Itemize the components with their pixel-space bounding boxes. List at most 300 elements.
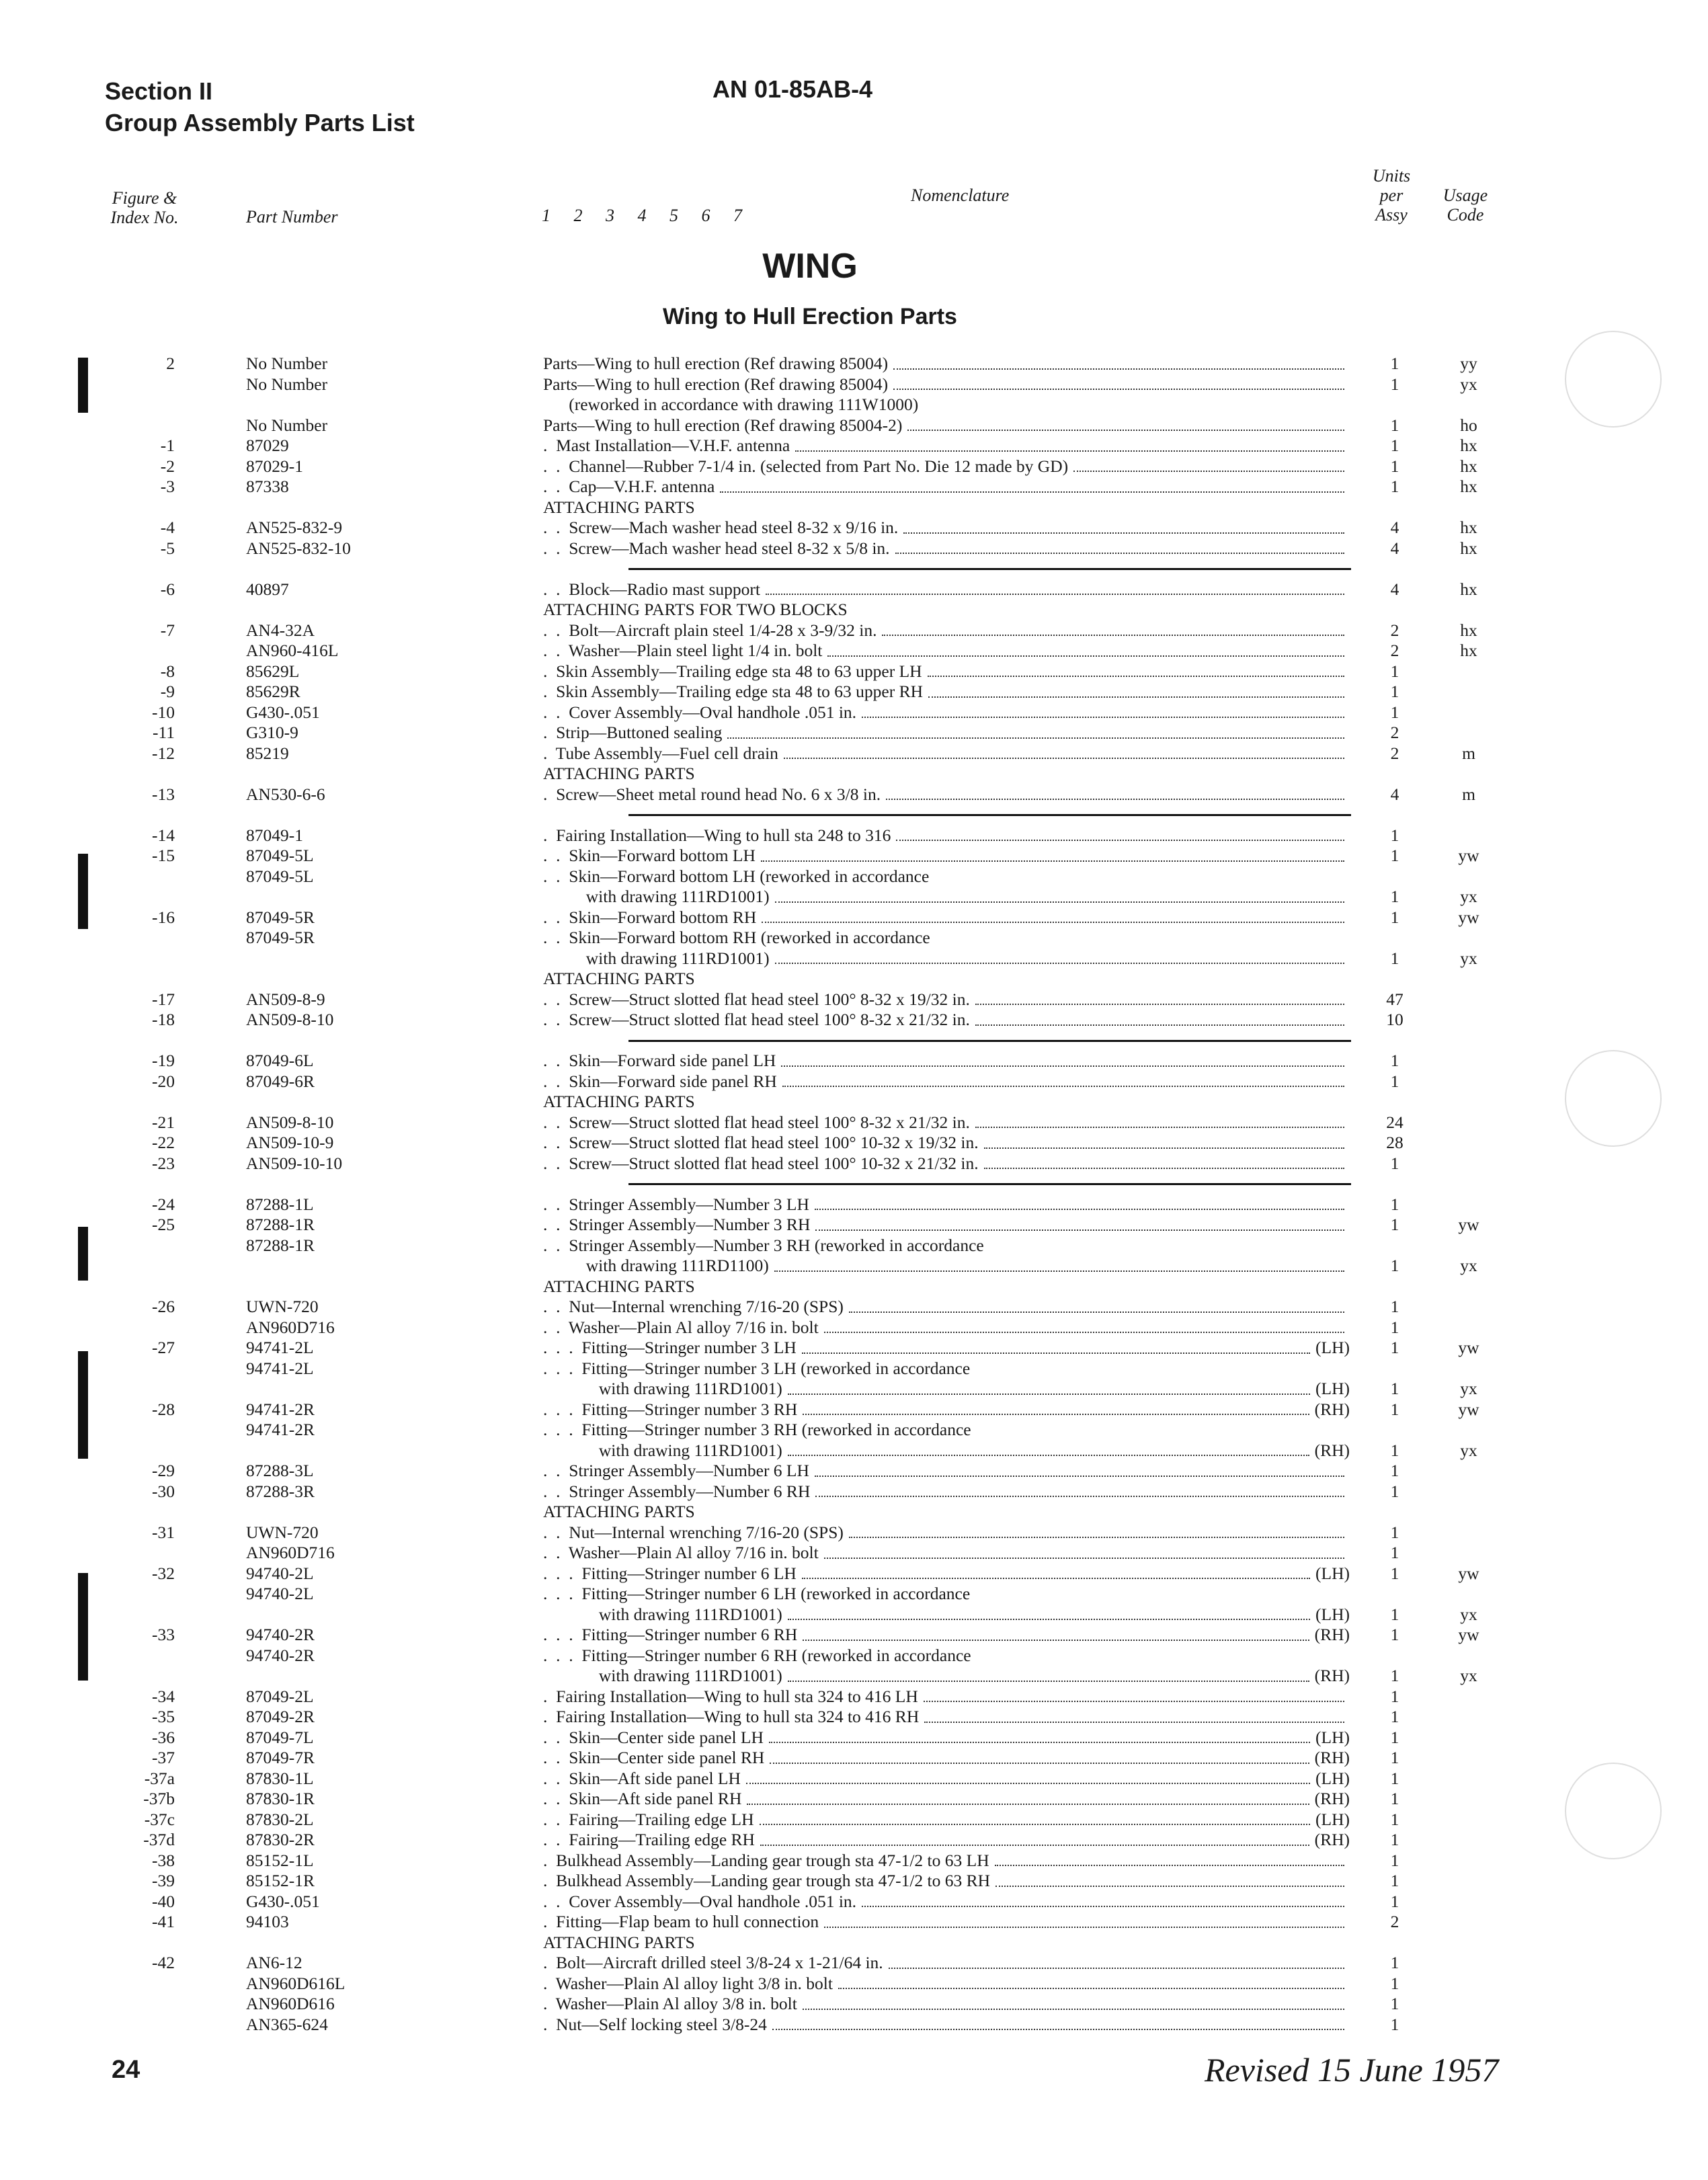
part-number-cell: 94741-2L [246,1358,314,1378]
units-per-assy-cell: 4 [1390,579,1399,599]
usage-code-cell: yy [1460,354,1477,373]
part-number-cell: 85152-1R [246,1871,315,1890]
part-number-cell: 87049-7R [246,1748,315,1767]
table-row [0,1379,1708,1399]
nomenclature-cell [543,1482,1350,1502]
part-number-cell: UWN-720 [246,1522,319,1542]
table-row [0,1564,1708,1584]
nomenclature-text: ATTACHING PARTS [543,1092,695,1111]
table-row [0,620,1708,641]
units-per-assy-cell: 1 [1390,1809,1399,1829]
dot-leader [803,2008,1344,2010]
dot-leader [907,429,1344,431]
section-separator [628,568,1351,570]
nomenclature-text: . . Nut—Internal wrenching 7/16-20 (SPS) [543,1297,844,1316]
table-row [0,1789,1708,1809]
dot-leader [827,655,1344,657]
nomenclature-text: with drawing 111RD1001) [543,1666,782,1685]
table-row [0,1584,1708,1604]
dot-leader [924,1721,1344,1723]
section-separator [628,1040,1351,1042]
part-number-cell: AN509-10-10 [246,1153,343,1173]
nomenclature-cell [543,682,1350,702]
units-per-assy-cell: 1 [1390,887,1399,906]
figure-index-cell: -36 [152,1727,175,1747]
dot-leader [838,1987,1344,1989]
nomenclature-cell [543,1441,1350,1461]
figure-index-cell: -24 [152,1194,175,1214]
nomenclature-text: . . Skin—Forward bottom RH (reworked in accordance [543,928,930,947]
dot-leader [788,1680,1309,1682]
part-number-cell: AN509-10-9 [246,1133,334,1152]
figure-index-cell: -11 [152,723,175,742]
nomenclature-text: . . . Fitting—Stringer number 3 RH [543,1399,798,1419]
units-per-assy-cell: 1 [1390,1522,1399,1542]
table-row [0,1605,1708,1625]
table-row [0,1666,1708,1686]
units-per-assy-cell: 1 [1390,1256,1399,1275]
nomenclature-cell [543,702,1350,723]
part-number-cell: 87049-6R [246,1071,315,1091]
page-number: 24 [112,2056,140,2084]
table-row [0,702,1708,723]
nomenclature-cell [543,928,1350,948]
dot-leader [769,1741,1310,1743]
nomenclature-text: (reworked in accordance with drawing 111W1000) [543,395,919,414]
table-row [0,907,1708,928]
part-number-cell: 87049-5R [246,907,315,927]
dot-leader [775,962,1344,964]
units-per-assy-cell: 1 [1390,1871,1399,1890]
nomenclature-text: . . Screw—Struct slotted flat head steel 100° 8-32 x 19/32 in. [543,989,970,1009]
dot-leader [849,1536,1344,1538]
usage-code-cell: ho [1460,415,1477,435]
table-row [0,1338,1708,1358]
dot-leader [774,1270,1344,1272]
table-row [0,1523,1708,1543]
table-row [0,1010,1708,1030]
usage-code-cell: yx [1460,1440,1477,1460]
nomenclature-cell [543,415,1350,436]
dot-leader [802,1352,1310,1354]
nomenclature-cell [543,764,1350,784]
units-per-assy-cell: 1 [1390,948,1399,968]
nomenclature-cell [543,1195,1350,1215]
table-row [0,990,1708,1010]
table-row [0,579,1708,600]
figure-index-cell: -4 [160,518,175,537]
dot-leader [781,1065,1344,1067]
table-row [0,1728,1708,1748]
table-row [0,1420,1708,1440]
side-code: (RH) [1314,1789,1350,1808]
column-header-figure-index: Figure & Index No. [110,188,179,227]
nomenclature-text: . . Stringer Assembly—Number 3 RH [543,1215,811,1234]
nomenclature-cell [543,1974,1350,1994]
figure-index-cell: -16 [152,907,175,927]
part-number-cell: AN509-8-10 [246,1010,334,1029]
nomenclature-cell [543,1810,1350,1830]
figure-index-cell: -15 [152,846,175,865]
table-row [0,1646,1708,1666]
nomenclature-cell [543,866,1350,887]
nomenclature-cell [543,887,1350,907]
nomenclature-cell [543,1892,1350,1912]
nomenclature-text: . . . Fitting—Stringer number 6 LH (reworked in accordance [543,1584,971,1603]
units-per-assy-cell: 1 [1390,702,1399,722]
nomenclature-text: ATTACHING PARTS [543,497,695,517]
nomenclature-text: . Fairing Installation—Wing to hull sta 324 to 416 RH [543,1707,920,1726]
dot-leader [862,716,1344,718]
part-number-cell: No Number [246,415,328,435]
units-per-assy-cell: 1 [1390,1153,1399,1173]
usage-code-cell: hx [1460,620,1477,640]
nomenclature-cell [543,1687,1350,1707]
column-header-units-per-assy: Units per Assy [1372,166,1411,225]
part-number-cell: 94740-2L [246,1563,314,1583]
figure-index-cell: -8 [160,661,175,681]
nomenclature-cell [543,1543,1350,1563]
dot-leader [975,1024,1344,1026]
nomenclature-cell [543,1010,1350,1030]
usage-code-cell: yx [1460,374,1477,394]
usage-code-cell: yw [1458,1338,1479,1357]
usage-code-cell: hx [1460,641,1477,660]
figure-index-cell: 2 [166,354,175,373]
units-per-assy-cell: 1 [1390,1297,1399,1316]
part-number-cell: 87049-5L [246,866,314,886]
nomenclature-cell [543,2015,1350,2035]
dot-leader [727,737,1344,739]
usage-code-cell: hx [1460,477,1477,496]
nomenclature-text: . . Screw—Mach washer head steel 8-32 x 5/8 in. [543,538,890,558]
nomenclature-text: Parts—Wing to hull erection (Ref drawing 85004) [543,354,889,373]
dot-leader [882,634,1344,636]
usage-code-cell: yx [1460,1256,1477,1275]
nomenclature-text: . . Skin—Forward side panel RH [543,1071,777,1091]
part-number-cell: AN525-832-9 [246,518,343,537]
part-number-cell: 40897 [246,579,289,599]
part-number-cell: 87049-5R [246,928,315,947]
units-per-assy-cell: 47 [1386,989,1404,1009]
nomenclature-text: . . Skin—Forward side panel LH [543,1051,776,1070]
nomenclature-text: . Mast Installation—V.H.F. antenna [543,436,790,455]
figure-index-cell: -17 [152,989,175,1009]
units-per-assy-cell: 1 [1390,1686,1399,1706]
revision-date: Revised 15 June 1957 [1205,2051,1499,2089]
table-row [0,456,1708,477]
nomenclature-cell [543,1523,1350,1543]
nomenclature-text: ATTACHING PARTS [543,764,695,783]
part-number-cell: 87830-1L [246,1768,314,1788]
nomenclature-cell [543,1912,1350,1932]
table-row [0,1871,1708,1891]
section-header [105,75,415,138]
units-per-assy-cell: 1 [1390,477,1399,496]
table-row [0,2015,1708,2035]
nomenclature-text: . . . Fitting—Stringer number 6 RH [543,1625,798,1644]
dot-leader [995,1885,1344,1887]
nomenclature-cell [543,1564,1350,1584]
figure-index-cell: -28 [152,1399,175,1419]
part-number-cell: 87049-6L [246,1051,314,1070]
side-code: (RH) [1314,1625,1350,1644]
figure-index-cell: -1 [160,436,175,455]
part-number-cell: 87049-5L [246,846,314,865]
table-row [0,887,1708,907]
dot-leader [802,1577,1310,1579]
table-row [0,600,1708,620]
table-row [0,969,1708,989]
figure-index-cell: -23 [152,1153,175,1173]
units-per-assy-cell: 4 [1390,518,1399,537]
nomenclature-text: . . Skin—Forward bottom LH (reworked in accordance [543,866,930,886]
nomenclature-cell [543,1092,1350,1112]
table-row [0,415,1708,436]
section-subtitle: Group Assembly Parts List [105,109,415,136]
dot-leader [803,1413,1309,1415]
table-row [0,743,1708,764]
nomenclature-text: . Bulkhead Assembly—Landing gear trough sta 47-1/2 to 63 LH [543,1850,989,1870]
nomenclature-cell [543,1748,1350,1768]
nomenclature-text: . Nut—Self locking steel 3/8-24 [543,2014,767,2034]
nomenclature-text: ATTACHING PARTS [543,1932,695,1952]
units-per-assy-cell: 1 [1390,1461,1399,1480]
units-per-assy-cell: 4 [1390,784,1399,804]
nomenclature-cell [543,1707,1350,1727]
dot-leader [815,1208,1344,1210]
table-row [0,538,1708,559]
units-per-assy-cell: 1 [1390,846,1399,865]
section-label: Section II [105,77,213,105]
figure-index-cell: -9 [160,682,175,701]
nomenclature-text: . . . Fitting—Stringer number 3 RH (reworked in accordance [543,1420,971,1439]
figure-index-cell: -22 [152,1133,175,1152]
dot-leader [893,368,1344,370]
units-per-assy-cell: 1 [1390,1768,1399,1788]
dot-leader [896,839,1344,841]
part-number-cell: G430-.051 [246,702,320,722]
table-row [0,1933,1708,1953]
part-number-cell: 94741-2R [246,1399,315,1419]
nomenclature-cell [543,1236,1350,1256]
nomenclature-text: . . Fairing—Trailing edge LH [543,1809,754,1829]
units-per-assy-cell: 1 [1390,1973,1399,1993]
nomenclature-cell [543,1728,1350,1748]
table-row [0,1543,1708,1563]
nomenclature-text: . . Cover Assembly—Oval handhole .051 in. [543,702,857,722]
nomenclature-text: . . Skin—Center side panel LH [543,1727,764,1747]
page-title: WING [762,247,858,286]
nomenclature-cell [543,497,1350,518]
nomenclature-text: ATTACHING PARTS [543,969,695,988]
dot-leader [775,901,1344,903]
part-number-cell: AN960-416L [246,641,339,660]
nomenclature-text: . . Washer—Plain steel light 1/4 in. bolt [543,641,823,660]
part-number-cell: 94741-2L [246,1338,314,1357]
dot-leader [760,1823,1310,1825]
figure-index-cell: -19 [152,1051,175,1070]
figure-index-cell: -37a [144,1768,175,1788]
figure-index-cell: -41 [152,1912,175,1931]
figure-index-cell: -37b [143,1789,175,1808]
part-number-cell: AN960D716 [246,1317,335,1337]
table-row [0,784,1708,805]
units-per-assy-cell: 1 [1390,436,1399,455]
figure-index-cell: -33 [152,1625,175,1644]
usage-code-cell: m [1462,784,1475,804]
dot-leader [762,921,1344,923]
nomenclature-text: . . Stringer Assembly—Number 3 LH [543,1194,809,1214]
nomenclature-cell [543,1584,1350,1604]
nomenclature-text: . . Washer—Plain Al alloy 7/16 in. bolt [543,1543,819,1562]
nomenclature-cell [543,1769,1350,1789]
nomenclature-cell [543,1933,1350,1953]
part-number-cell: No Number [246,374,328,394]
figure-index-cell: -13 [152,784,175,804]
dot-leader [895,552,1344,554]
part-number-cell: 87830-1R [246,1789,315,1808]
nomenclature-text: Parts—Wing to hull erection (Ref drawing 85004) [543,374,889,394]
units-per-assy-cell: 1 [1390,1707,1399,1726]
units-per-assy-cell: 2 [1390,723,1399,742]
usage-code-cell: hx [1460,579,1477,599]
usage-code-cell: yx [1460,1379,1477,1398]
units-per-assy-cell: 1 [1390,907,1399,927]
nomenclature-text: with drawing 111RD1001) [543,1604,782,1624]
nomenclature-text: . Fitting—Flap beam to hull connection [543,1912,819,1931]
nomenclature-text: . . Skin—Forward bottom LH [543,846,756,865]
nomenclature-cell [543,477,1350,497]
table-row [0,1851,1708,1871]
dot-leader [984,1167,1344,1169]
units-per-assy-cell: 1 [1390,1317,1399,1337]
table-row [0,436,1708,456]
nomenclature-text: . Bulkhead Assembly—Landing gear trough sta 47-1/2 to 63 RH [543,1871,991,1890]
part-number-cell: AN960D616 [246,1994,335,2013]
nomenclature-cell [543,518,1350,538]
nomenclature-text: . . . Fitting—Stringer number 6 LH [543,1563,797,1583]
part-number-cell: 85152-1L [246,1850,314,1870]
units-per-assy-cell: 1 [1390,1789,1399,1808]
table-row [0,374,1708,395]
nomenclature-text: . . Stringer Assembly—Number 6 LH [543,1461,809,1480]
table-row [0,1113,1708,1133]
usage-code-cell: hx [1460,456,1477,476]
table-row [0,1236,1708,1256]
table-row [0,1400,1708,1420]
part-number-cell: AN365-624 [246,2014,328,2034]
figure-index-cell: -21 [152,1112,175,1132]
units-per-assy-cell: 10 [1386,1010,1404,1029]
nomenclature-text: . . Channel—Rubber 7-1/4 in. (selected from Part No. Die 12 made by GD) [543,456,1069,476]
dot-leader [886,798,1344,800]
figure-index-cell: -20 [152,1071,175,1091]
dot-leader [995,1864,1344,1866]
side-code: (LH) [1315,1563,1350,1583]
units-per-assy-cell: 1 [1390,1481,1399,1501]
part-number-cell: 94740-2R [246,1625,315,1644]
figure-index-cell: -30 [152,1481,175,1501]
table-row [0,1994,1708,2014]
table-row [0,395,1708,415]
nomenclature-cell [543,743,1350,764]
table-row [0,764,1708,784]
nomenclature-cell [543,374,1350,395]
nomenclature-cell [543,1277,1350,1297]
dot-leader [772,2028,1344,2030]
table-row [0,1092,1708,1112]
dot-leader [984,1147,1344,1149]
units-per-assy-cell: 2 [1390,1912,1399,1931]
side-code: (RH) [1314,1748,1350,1767]
part-number-cell: AN509-8-10 [246,1112,334,1132]
table-row [0,1297,1708,1317]
table-row [0,1461,1708,1481]
nomenclature-text: . Washer—Plain Al alloy light 3/8 in. bolt [543,1973,833,1993]
part-number-cell: 87288-1R [246,1215,315,1234]
table-row [0,1318,1708,1338]
units-per-assy-cell: 1 [1390,456,1399,476]
dot-leader [795,450,1344,452]
nomenclature-cell [543,1605,1350,1625]
figure-index-cell: -7 [160,620,175,640]
nomenclature-text: . . Nut—Internal wrenching 7/16-20 (SPS) [543,1522,844,1542]
units-per-assy-cell: 1 [1390,1830,1399,1849]
dot-leader [770,1762,1309,1764]
units-per-assy-cell: 1 [1390,1215,1399,1234]
nomenclature-text: . Bolt—Aircraft drilled steel 3/8-24 x 1-21/64 in. [543,1953,883,1972]
usage-code-cell: m [1462,743,1475,763]
nomenclature-text: with drawing 111RD1001) [543,887,770,906]
figure-index-cell: -6 [160,579,175,599]
part-number-cell: 87288-3R [246,1481,315,1501]
dot-leader [784,757,1344,759]
table-row [0,1133,1708,1153]
figure-index-cell: -14 [152,825,175,845]
dot-leader [824,1926,1344,1928]
nomenclature-cell [543,1297,1350,1317]
table-row [0,1154,1708,1174]
nomenclature-cell [543,1994,1350,2014]
column-header-part-number: Part Number [246,207,338,227]
nomenclature-cell [543,436,1350,456]
table-row [0,1769,1708,1789]
nomenclature-cell [543,784,1350,805]
nomenclature-cell [543,1666,1350,1686]
table-row [0,1215,1708,1235]
nomenclature-text: . . Screw—Mach washer head steel 8-32 x 9/16 in. [543,518,899,537]
side-code: (RH) [1314,1830,1350,1849]
side-code: (LH) [1315,1727,1350,1747]
nomenclature-text: . . Cover Assembly—Oval handhole .051 in. [543,1891,857,1911]
nomenclature-cell [543,538,1350,559]
units-per-assy-cell: 1 [1390,1543,1399,1562]
side-code: (LH) [1315,1379,1350,1398]
nomenclature-text: . Strip—Buttoned sealing [543,723,723,742]
part-number-cell: No Number [246,354,328,373]
nomenclature-text: . . . Fitting—Stringer number 3 LH [543,1338,797,1357]
usage-code-cell: yw [1458,1625,1479,1644]
figure-index-cell: -29 [152,1461,175,1480]
figure-index-cell: -2 [160,456,175,476]
usage-code-cell: hx [1460,436,1477,455]
nomenclature-text: . . Skin—Center side panel RH [543,1748,765,1767]
nomenclature-cell [543,846,1350,866]
table-row [0,1072,1708,1092]
nomenclature-text: . Skin Assembly—Trailing edge sta 48 to 63 upper RH [543,682,924,701]
dot-leader [928,675,1344,677]
